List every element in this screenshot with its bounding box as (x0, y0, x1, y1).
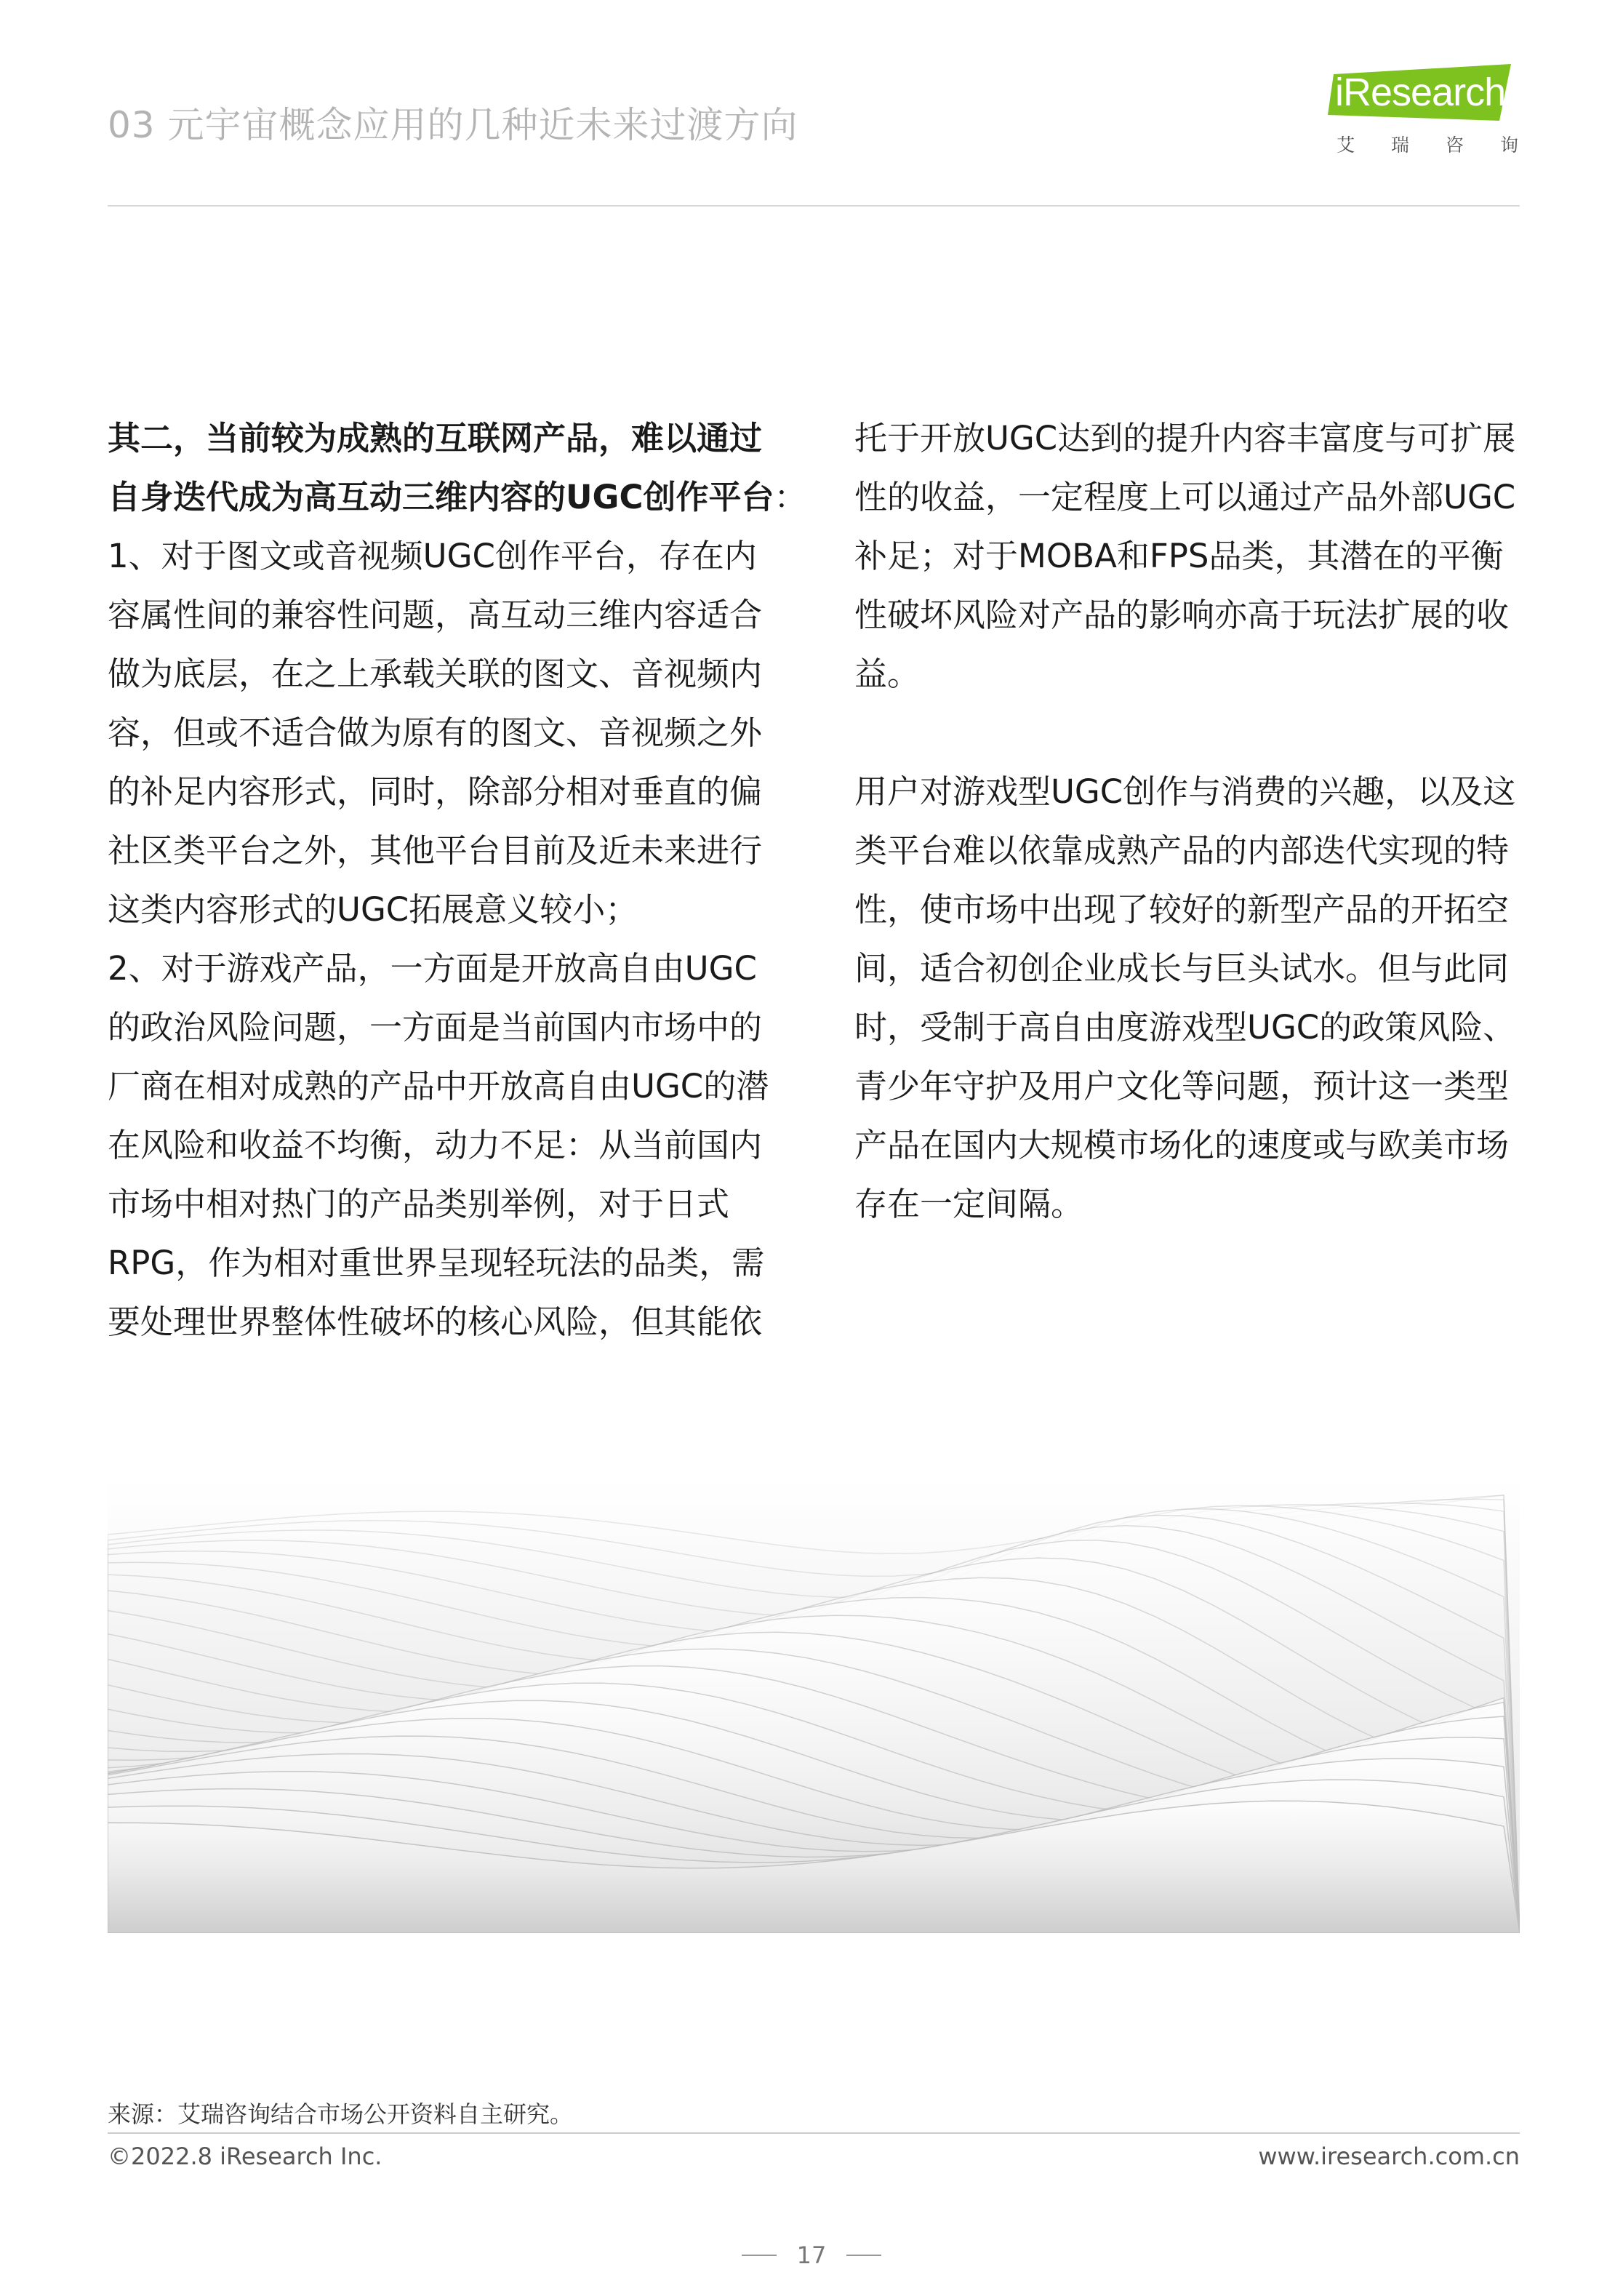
heading-text: 其二，当前较为成熟的互联网产品，难以通过 (108, 419, 763, 457)
heading-text: 自身迭代成为高互动三维内容的UGC创作平台 (108, 478, 774, 516)
paragraph-gap (854, 703, 1523, 762)
paragraph-line: 用户对游戏型UGC创作与消费的兴趣，以及这 (854, 772, 1516, 811)
logo-subtitle-char: 询 (1499, 135, 1518, 156)
paragraph-line: 间，适合初创企业成长与巨头试水。但与此同 (854, 949, 1510, 988)
paragraph-line: 时，受制于高自由度游戏型UGC的政策风险、 (854, 1008, 1516, 1047)
logo-wordmark: iResearch (1335, 71, 1506, 114)
wave-illustration (108, 1476, 1520, 1933)
paragraph-line: 青少年守护及用户文化等问题，预计这一类型 (854, 1067, 1510, 1105)
paragraph-line: 市场中相对热门的产品类别举例，对于日式 (108, 1185, 730, 1223)
paragraph-line: 产品在国内大规模市场化的速度或与欧美市场 (854, 1126, 1510, 1164)
source-note: 来源：艾瑞咨询结合市场公开资料自主研究。 (108, 2100, 574, 2128)
paragraph-line: 益。 (854, 655, 921, 693)
paragraph-line: 容，但或不适合做为原有的图文、音视频之外 (108, 713, 763, 752)
paragraph-line: 的补足内容形式，同时，除部分相对垂直的偏 (108, 772, 763, 811)
page-number: 17 (796, 2241, 827, 2269)
paragraph-line: 性的收益，一定程度上可以通过产品外部UGC (854, 478, 1516, 516)
paragraph-line (108, 409, 762, 468)
paragraph-line (108, 468, 807, 527)
paragraph-line: 存在一定间隔。 (854, 1185, 1084, 1223)
footer-divider (108, 2132, 1520, 2134)
paragraph-line: 1、对于图文或音视频UGC创作平台，存在内 (108, 537, 757, 575)
website-url: www.iresearch.com.cn (1258, 2143, 1520, 2170)
page-number-area (0, 2241, 1623, 2269)
paragraph-line: 在风险和收益不均衡，动力不足：从当前国内 (108, 1126, 763, 1164)
paragraph-line: 要处理世界整体性破坏的核心风险，但其能依 (108, 1303, 763, 1341)
page-number-dash (742, 2255, 777, 2256)
paragraph-line: 厂商在相对成熟的产品中开放高自由UGC的潜 (108, 1067, 769, 1105)
paragraph-line: 这类内容形式的UGC拓展意义较小； (108, 890, 638, 929)
decorative-wave-image (108, 1476, 1520, 1933)
paragraph-line: 容属性间的兼容性问题，高互动三维内容适合 (108, 596, 763, 634)
header-divider (108, 205, 1520, 207)
paragraph-line: 社区类平台之外，其他平台目前及近未来进行 (108, 831, 763, 870)
body-right-column (854, 409, 1523, 1233)
body-left-column (108, 409, 807, 1351)
copyright-text: ©2022.8 iResearch Inc. (108, 2143, 382, 2170)
paragraph-line: 托于开放UGC达到的提升内容丰富度与可扩展 (854, 419, 1516, 457)
heading-colon: ： (774, 478, 807, 516)
paragraph-line: 补足；对于MOBA和FPS品类，其潜在的平衡 (854, 537, 1504, 575)
paragraph-line: 的政治风险问题，一方面是当前国内市场中的 (108, 1008, 763, 1047)
logo-subtitle-char: 咨 (1445, 135, 1464, 156)
paragraph-line: 做为底层，在之上承载关联的图文、音视频内 (108, 655, 763, 693)
logo-subtitle-char: 艾 (1337, 135, 1355, 156)
paragraph-line: 性破坏风险对产品的影响亦高于玩法扩展的收 (854, 596, 1510, 634)
iresearch-logo (1309, 64, 1527, 159)
page-number-dash (846, 2255, 881, 2256)
logo-subtitle (1337, 131, 1518, 157)
paragraph-line: 类平台难以依靠成熟产品的内部迭代实现的特 (854, 831, 1510, 870)
paragraph-line: 2、对于游戏产品，一方面是开放高自由UGC (108, 949, 757, 988)
logo-subtitle-char: 瑞 (1390, 135, 1409, 156)
paragraph-line: RPG，作为相对重世界呈现轻玩法的品类，需 (108, 1244, 765, 1282)
paragraph-line: 性，使市场中出现了较好的新型产品的开拓空 (854, 890, 1510, 929)
page-section-title: 03 元宇宙概念应用的几种近未来过渡方向 (108, 104, 798, 146)
